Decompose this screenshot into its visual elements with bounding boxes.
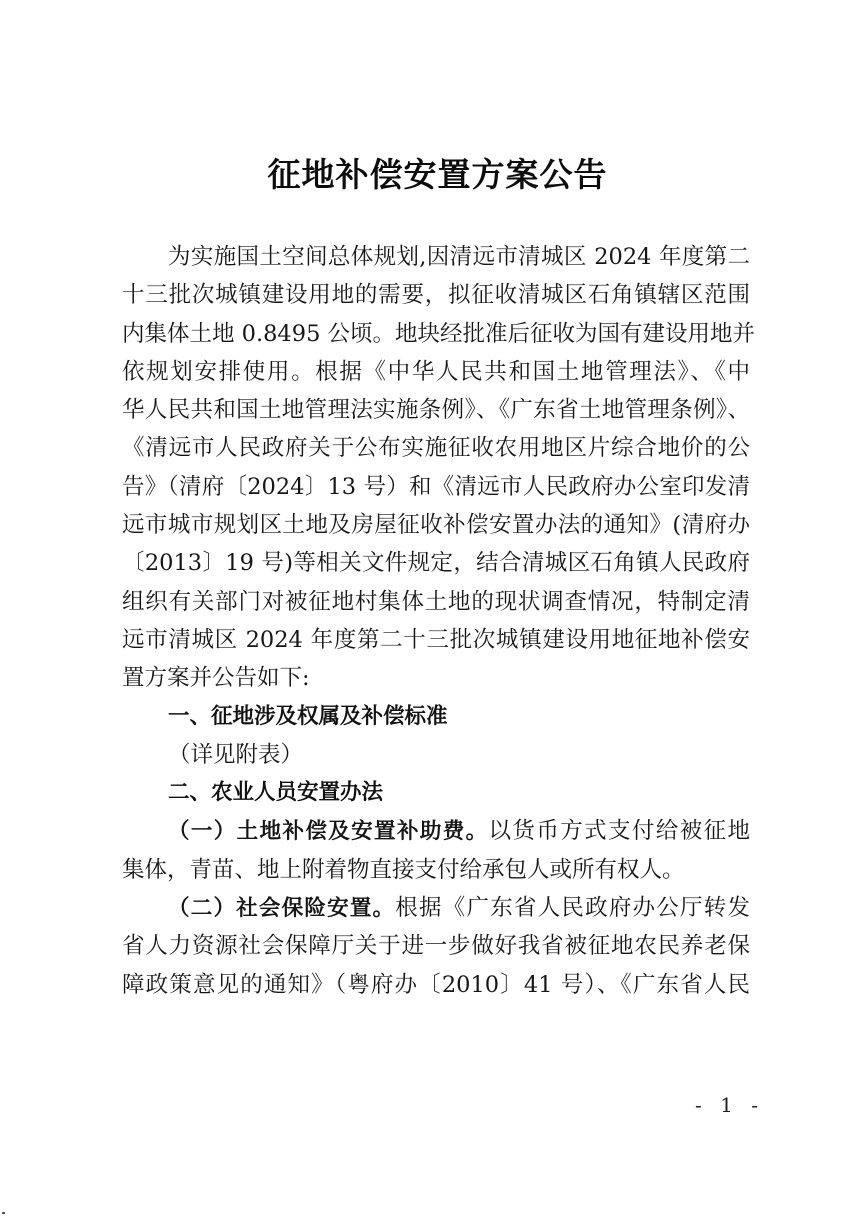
intro-line-6: 《清远市人民政府关于公布实施征收农用地区片综合地价的公 — [122, 435, 750, 462]
item-2-line-3: 障政策意见的通知》（粤府办〔2010〕41 号）、《广东省人民 — [122, 971, 750, 998]
intro-line-11: 远市清城区 2024 年度第二十三批次城镇建设用地征地补偿安 — [122, 626, 750, 653]
intro-line-1: 为实施国土空间总体规划,因清远市清城区 2024 年度第二 — [168, 244, 750, 270]
intro-line-3: 内集体土地 0.8495 公顷。地块经批准后征收为国有建设用地并 — [122, 320, 756, 347]
section-1-heading: 一、征地涉及权属及补偿标准 — [168, 703, 448, 729]
item-1-label: （一）土地补偿及安置补助费。 — [168, 819, 489, 845]
item-2-label: （二）社会保险安置。 — [168, 896, 396, 922]
document-body — [122, 238, 756, 1004]
page-number: - 1 - — [695, 1093, 764, 1117]
intro-line-10: 组织有关部门对被征地村集体土地的现状调查情况，特制定清 — [122, 588, 750, 615]
intro-line-4: 依规划安排使用。根据《中华人民共和国土地管理法》、《中 — [122, 358, 750, 385]
item-1-text: 以货币方式支付给被征地 — [488, 818, 750, 845]
document-title: 征地补偿安置方案公告 — [267, 155, 608, 194]
section-2-heading: 二、农业人员安置办法 — [168, 780, 384, 806]
scan-mark — [2, 1212, 5, 1214]
item-2-line-2: 省人力资源社会保障厅关于进一步做好我省被征地农民养老保 — [122, 933, 750, 960]
item-1-line-1 — [122, 812, 750, 850]
intro-line-2: 十三批次城镇建设用地的需要，拟征收清城区石角镇辖区范围 — [122, 282, 750, 309]
item-1-line-2: 集体，青苗、地上附着物直接支付给承包人或所有权人。 — [122, 856, 685, 883]
item-2-line-1 — [122, 889, 750, 927]
intro-line-7: 告》（清府〔2024〕13 号）和《清远市人民政府办公室印发清 — [122, 473, 750, 500]
intro-line-9: 〔2013〕19 号)等相关文件规定，结合清城区石角镇人民政府 — [122, 550, 750, 577]
intro-line-5: 华人民共和国土地管理法实施条例》、《广东省土地管理条例》、 — [122, 397, 750, 424]
section-1-note: （详见附表） — [168, 741, 304, 768]
item-2-text: 根据《广东省人民政府办公厅转发 — [395, 895, 750, 922]
intro-line-12: 置方案并公告如下: — [122, 665, 310, 692]
intro-line-8: 远市城市规划区土地及房屋征收补偿安置办法的通知》(清府办 — [122, 512, 750, 539]
